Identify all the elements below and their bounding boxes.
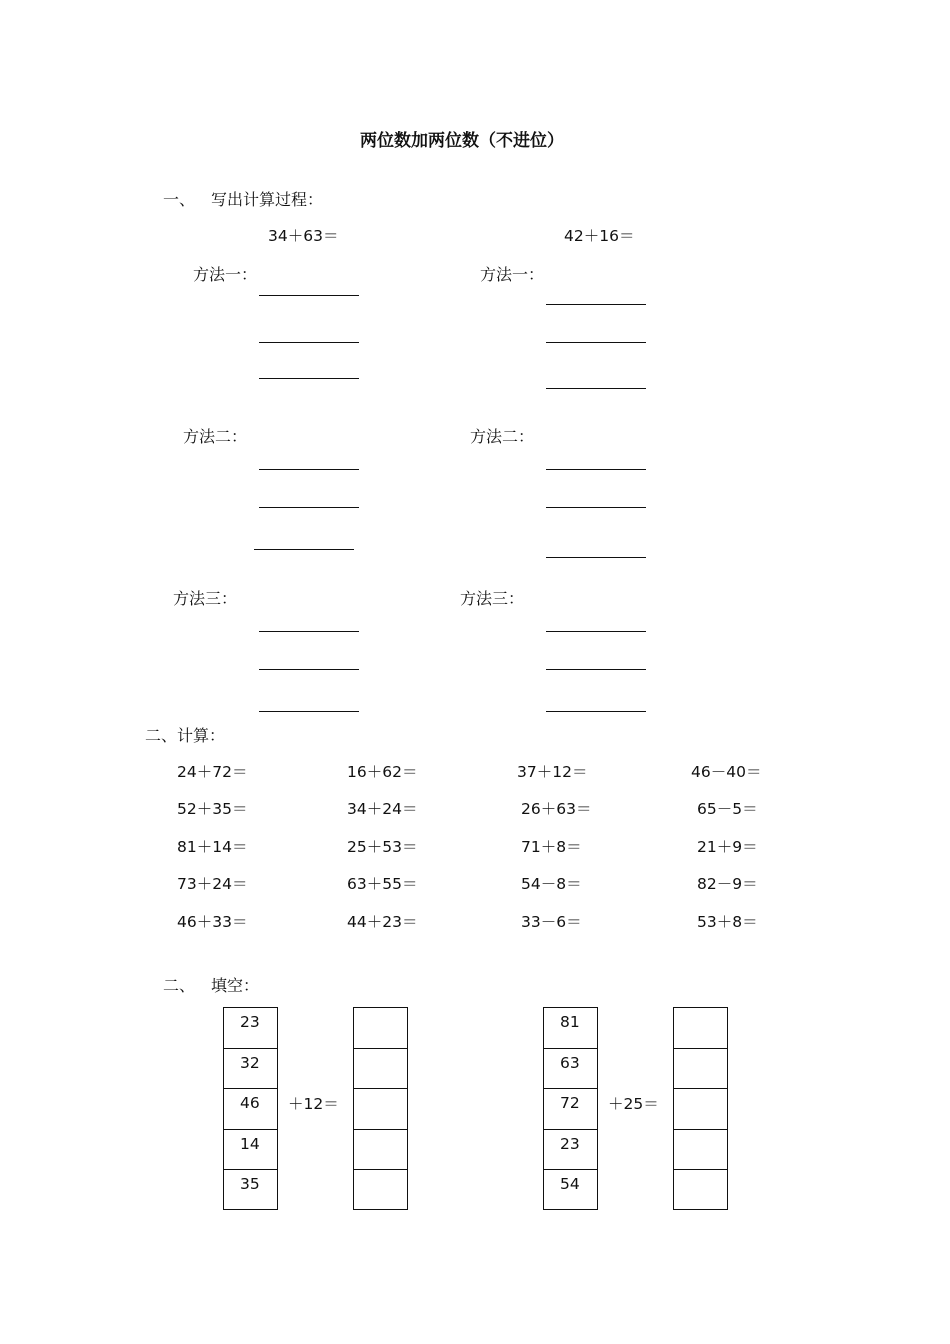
number-cell: 46 xyxy=(223,1088,278,1129)
section1-heading: 写出计算过程： xyxy=(211,190,324,209)
number-cell: 23 xyxy=(543,1129,598,1170)
number-column-1 xyxy=(223,1007,278,1210)
answer-line[interactable] xyxy=(546,669,646,670)
calc-problem: 81＋14＝ xyxy=(177,838,248,856)
calc-problem: 16＋62＝ xyxy=(347,763,418,781)
calc-problem: 63＋55＝ xyxy=(347,875,418,893)
calc-problem: 53＋8＝ xyxy=(697,913,758,931)
answer-cell[interactable] xyxy=(353,1088,408,1129)
calc-problem: 82－9＝ xyxy=(697,875,758,893)
answer-line[interactable] xyxy=(546,342,646,343)
operation-label-1: ＋12＝ xyxy=(288,1095,339,1113)
section3-heading: 填空： xyxy=(211,976,260,995)
section3-number: 二、 xyxy=(163,976,196,995)
operation-label-2: ＋25＝ xyxy=(608,1095,659,1113)
calc-problem: 54－8＝ xyxy=(521,875,582,893)
answer-line[interactable] xyxy=(259,507,359,508)
calc-problem: 21＋9＝ xyxy=(697,838,758,856)
answer-cell[interactable] xyxy=(673,1169,728,1210)
answer-line[interactable] xyxy=(254,549,354,550)
method-three-label-right: 方法三： xyxy=(460,589,525,608)
answer-cell[interactable] xyxy=(673,1048,728,1089)
answer-cell[interactable] xyxy=(673,1088,728,1129)
number-cell: 32 xyxy=(223,1048,278,1089)
answer-line[interactable] xyxy=(259,669,359,670)
answer-line[interactable] xyxy=(546,388,646,389)
answer-line[interactable] xyxy=(546,711,646,712)
calc-problem: 52＋35＝ xyxy=(177,800,248,818)
answer-line[interactable] xyxy=(259,711,359,712)
answer-cell[interactable] xyxy=(353,1048,408,1089)
answer-cell[interactable] xyxy=(353,1007,408,1048)
calc-problem: 33－6＝ xyxy=(521,913,582,931)
answer-column-2 xyxy=(673,1007,728,1210)
number-cell: 72 xyxy=(543,1088,598,1129)
number-cell: 14 xyxy=(223,1129,278,1170)
page-title: 两位数加两位数（不进位） xyxy=(360,131,564,151)
calc-problem: 46－40＝ xyxy=(691,763,762,781)
section1-number: 一、 xyxy=(163,190,196,209)
answer-column-1 xyxy=(353,1007,408,1210)
method-two-label-left: 方法二： xyxy=(183,427,248,446)
answer-cell[interactable] xyxy=(673,1129,728,1170)
method-one-label-left: 方法一： xyxy=(193,265,258,284)
problem-left: 34＋63＝ xyxy=(268,227,339,245)
number-cell: 54 xyxy=(543,1169,598,1210)
answer-line[interactable] xyxy=(546,304,646,305)
answer-line[interactable] xyxy=(546,631,646,632)
answer-line[interactable] xyxy=(259,469,359,470)
calc-problem: 26＋63＝ xyxy=(521,800,592,818)
method-one-label-right: 方法一： xyxy=(480,265,545,284)
number-column-2 xyxy=(543,1007,598,1210)
number-cell: 81 xyxy=(543,1007,598,1048)
calc-problem: 34＋24＝ xyxy=(347,800,418,818)
answer-line[interactable] xyxy=(259,631,359,632)
calc-problem: 44＋23＝ xyxy=(347,913,418,931)
section2-heading: 二、计算： xyxy=(145,726,226,745)
method-three-label-left: 方法三： xyxy=(173,589,238,608)
calc-problem: 24＋72＝ xyxy=(177,763,248,781)
calc-problem: 37＋12＝ xyxy=(517,763,588,781)
answer-line[interactable] xyxy=(546,507,646,508)
number-cell: 23 xyxy=(223,1007,278,1048)
calc-problem: 46＋33＝ xyxy=(177,913,248,931)
number-cell: 35 xyxy=(223,1169,278,1210)
method-two-label-right: 方法二： xyxy=(470,427,535,446)
answer-cell[interactable] xyxy=(353,1169,408,1210)
answer-line[interactable] xyxy=(546,469,646,470)
number-cell: 63 xyxy=(543,1048,598,1089)
calc-problem: 73＋24＝ xyxy=(177,875,248,893)
answer-line[interactable] xyxy=(259,378,359,379)
calc-problem: 71＋8＝ xyxy=(521,838,582,856)
answer-cell[interactable] xyxy=(673,1007,728,1048)
calc-problem: 25＋53＝ xyxy=(347,838,418,856)
answer-line[interactable] xyxy=(259,295,359,296)
answer-line[interactable] xyxy=(259,342,359,343)
calc-problem: 65－5＝ xyxy=(697,800,758,818)
problem-right: 42＋16＝ xyxy=(564,227,635,245)
answer-cell[interactable] xyxy=(353,1129,408,1170)
answer-line[interactable] xyxy=(546,557,646,558)
